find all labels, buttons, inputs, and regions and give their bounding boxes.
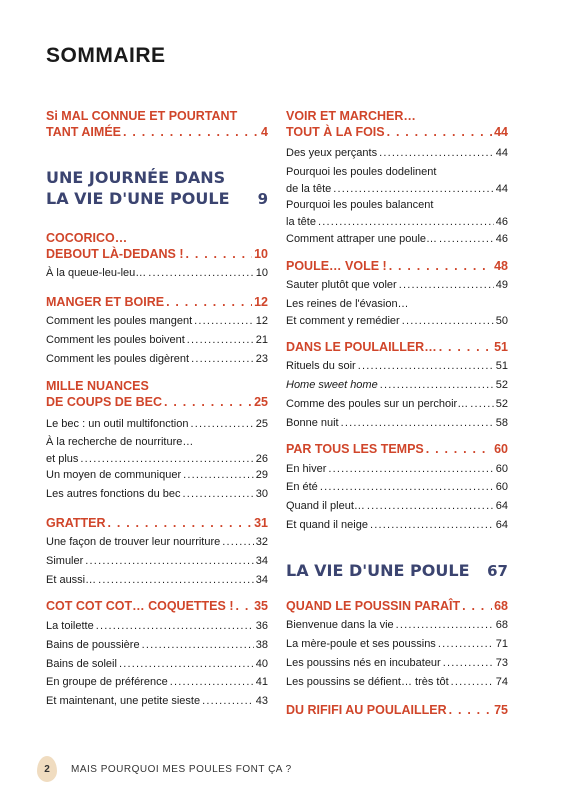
toc-page-number: 25 (254, 395, 268, 409)
toc-entry-text: Une façon de trouver leur nourriture (46, 536, 221, 548)
toc-entry-text: Bains de soleil (46, 658, 117, 670)
toc-page-number: 50 (495, 315, 508, 327)
toc-entry (286, 377, 508, 394)
dot-leader (365, 498, 494, 515)
toc-page-number: 34 (255, 574, 268, 586)
toc-page-number: 60 (495, 481, 508, 493)
toc-page-number: 67 (487, 562, 508, 580)
toc-page-number: 4 (261, 125, 268, 139)
dot-leader (192, 313, 254, 330)
toc-section-heading (286, 108, 508, 140)
toc-entry-text: En hiver (286, 463, 327, 475)
toc-section-heading (286, 598, 508, 614)
toc-entry (286, 296, 508, 330)
toc-entry (286, 479, 508, 496)
dot-leader (117, 656, 254, 673)
toc-page-number: 51 (495, 360, 508, 372)
dot-leader (78, 451, 253, 468)
toc-entry-text: POULE… VOLE ! (286, 259, 387, 273)
toc-entry-text: En groupe de préférence (46, 676, 168, 688)
toc-entry-text: DEBOUT LÀ-DEDANS ! (46, 247, 184, 261)
toc-entry-text: UNE JOURNÉE DANS (46, 168, 226, 187)
toc-section-heading (46, 515, 268, 531)
toc-section-heading (286, 702, 508, 718)
toc-page-number: 73 (495, 657, 508, 669)
toc-part-heading (46, 167, 268, 210)
toc-page-number: 49 (495, 279, 508, 291)
dot-leader (397, 277, 494, 294)
toc-entry (286, 396, 508, 413)
toc-entry-text: Rituels du soir (286, 360, 356, 372)
toc-entry-text: Le bec : un outil multifonction (46, 418, 189, 430)
toc-entry-text: LA VIE D'UNE POULE (286, 561, 470, 580)
toc-entry-text: Et maintenant, une petite sieste (46, 695, 201, 707)
toc-entry-text: DE COUPS DE BEC (46, 395, 162, 409)
toc-entry (286, 197, 508, 231)
toc-entry-text: COCORICO… (46, 231, 128, 245)
dot-leader (318, 479, 494, 496)
toc-entry-text: Quand il pleut… (286, 500, 365, 512)
toc-page-number: 34 (255, 555, 268, 567)
toc-entry-text: MANGER ET BOIRE (46, 295, 165, 309)
toc-entry (286, 461, 508, 478)
toc-entry-text: Les poussins nés en incubateur (286, 657, 441, 669)
toc-section-heading (286, 441, 508, 457)
toc-section-heading (46, 108, 268, 140)
dot-leader (449, 674, 494, 691)
toc-page-number: 75 (494, 703, 508, 717)
dot-leader (441, 655, 494, 672)
dot-leader (164, 294, 252, 310)
dot-leader (387, 258, 492, 274)
page-title: SOMMAIRE (46, 44, 166, 67)
toc-entry-text: TOUT À LA FOIS (286, 125, 385, 139)
footer-page-number: 2 (44, 763, 50, 775)
toc-entry (46, 572, 268, 589)
dot-leader (400, 313, 494, 330)
dot-leader (339, 415, 494, 432)
toc-page-number: 52 (495, 398, 508, 410)
toc-entry-text: Comme des poules sur un perchoir… (286, 398, 469, 410)
dot-leader (234, 598, 253, 614)
toc-entry-text: Et aussi… (46, 574, 97, 586)
toc-page-number: 38 (255, 639, 268, 651)
dot-leader (168, 674, 254, 691)
toc-entry-text: Comment les poules mangent (46, 315, 193, 327)
dot-leader (394, 617, 494, 634)
dot-leader (437, 231, 494, 248)
toc-page-number: 64 (495, 500, 508, 512)
toc-entry-text: Bienvenue dans la vie (286, 619, 394, 631)
toc-entry-text: Bonne nuit (286, 417, 339, 429)
toc-entry-text: Pourquoi les poules balancent (286, 199, 434, 211)
toc-entry (286, 415, 508, 432)
toc-entry (286, 498, 508, 515)
toc-entry-text: de la tête (286, 183, 332, 195)
dot-leader (437, 339, 492, 355)
toc-page-number: 68 (495, 619, 508, 631)
dot-leader (424, 441, 492, 457)
toc-page-number: 21 (255, 334, 268, 346)
toc-page-number: 60 (495, 463, 508, 475)
toc-section-heading (46, 294, 268, 310)
dot-leader (185, 332, 254, 349)
toc-entry (46, 553, 268, 570)
toc-entry-text: Home sweet home (286, 379, 378, 391)
dot-leader (377, 145, 494, 162)
toc-entry-text: Comment les poules boivent (46, 334, 185, 346)
toc-section-heading (46, 378, 268, 410)
toc-entry-text: TANT AIMÉE (46, 125, 121, 139)
dot-leader (83, 553, 253, 570)
toc-entry-text: En été (286, 481, 318, 493)
toc-entry-text: Bains de poussière (46, 639, 140, 651)
toc-entry (286, 164, 508, 198)
toc-page-number: 58 (495, 417, 508, 429)
dot-leader (326, 461, 493, 478)
dot-leader (181, 467, 254, 484)
toc-entry-text: Un moyen de communiquer (46, 469, 182, 481)
toc-entry-text: la tête (286, 216, 316, 228)
toc-section-heading (286, 258, 508, 274)
dot-leader (146, 265, 253, 282)
dot-leader (181, 486, 254, 503)
toc-section-heading (46, 598, 268, 614)
toc-entry (46, 486, 268, 503)
toc-entry-text: La toilette (46, 620, 94, 632)
dot-leader (436, 636, 494, 653)
toc-entry (46, 674, 268, 691)
toc-entry (46, 416, 268, 433)
toc-entry-text: Des yeux perçants (286, 147, 378, 159)
toc-entry (46, 693, 268, 710)
toc-entry (46, 434, 268, 468)
toc-entry (286, 358, 508, 375)
toc-page-number: 46 (495, 233, 508, 245)
dot-leader (200, 693, 254, 710)
dot-leader (385, 124, 492, 140)
toc-page-number: 35 (254, 599, 268, 613)
toc-entry-text: Comment attraper une poule… (286, 233, 438, 245)
toc-entry (46, 265, 268, 282)
toc-page-number: 30 (255, 488, 268, 500)
toc-page-number: 40 (255, 658, 268, 670)
dot-leader (121, 124, 259, 140)
toc-entry (46, 637, 268, 654)
toc-page-number: 41 (255, 676, 268, 688)
toc-page-number: 48 (494, 259, 508, 273)
toc-entry-text: DANS LE POULAILLER… (286, 340, 437, 354)
toc-entry-text: MILLE NUANCES (46, 379, 149, 393)
dot-leader (189, 351, 254, 368)
toc-page-number: 71 (495, 638, 508, 650)
toc-page-number: 32 (255, 536, 268, 548)
toc-page-number: 10 (254, 247, 268, 261)
dot-leader (378, 377, 494, 394)
toc-page-number: 29 (255, 469, 268, 481)
toc-page-number: 12 (255, 315, 268, 327)
toc-entry-text: Les autres fonctions du bec (46, 488, 181, 500)
toc-page-number: 23 (255, 353, 268, 365)
toc-entry-text: Sauter plutôt que voler (286, 279, 397, 291)
toc-entry (46, 656, 268, 673)
toc-entry-text: Simuler (46, 555, 84, 567)
toc-page-number: 44 (495, 183, 508, 195)
toc-entry-text: Les poussins se défient… très tôt (286, 676, 449, 688)
dot-leader (220, 534, 253, 551)
toc-page-number: 26 (255, 453, 268, 465)
toc-page-number: 64 (495, 519, 508, 531)
toc-entry (46, 618, 268, 635)
toc-entry (286, 617, 508, 634)
toc-section-heading (286, 339, 508, 355)
toc-entry-text: DU RIFIFI AU POULAILLER (286, 703, 447, 717)
toc-entry-text: Et quand il neige (286, 519, 368, 531)
toc-entry-text: et plus (46, 453, 79, 465)
toc-page-number: 74 (495, 676, 508, 688)
toc-entry-text: Comment les poules digèrent (46, 353, 190, 365)
toc-page-number: 51 (494, 340, 508, 354)
toc-page-number: 10 (255, 267, 268, 279)
toc-entry-text: GRATTER (46, 516, 106, 530)
footer-book-title: MAIS POURQUOI MES POULES FONT ÇA ? (71, 763, 292, 775)
toc-page-number: 9 (257, 190, 268, 208)
dot-leader (460, 598, 492, 614)
toc-part-heading (286, 560, 508, 582)
toc-entry (286, 231, 508, 248)
toc-page-number: 68 (494, 599, 508, 613)
page-number-egg (37, 756, 57, 782)
toc-entry (286, 145, 508, 162)
toc-entry (286, 674, 508, 691)
dot-leader (96, 572, 254, 589)
toc-entry-text: LA VIE D'UNE POULE (46, 189, 230, 208)
dot-leader (184, 246, 253, 262)
toc-entry-text: Les reines de l'évasion… (286, 298, 409, 310)
dot-leader (316, 214, 494, 231)
toc-section-heading (46, 230, 268, 262)
toc-entry (46, 313, 268, 330)
toc-entry-text: COT COT COT… COQUETTES ! (46, 599, 234, 613)
dot-leader (368, 517, 494, 534)
dot-leader (140, 637, 254, 654)
toc-entry-text: Et comment y remédier (286, 315, 400, 327)
toc-entry-text: VOIR ET MARCHER… (286, 109, 416, 123)
toc-page-number: 46 (495, 216, 508, 228)
toc-entry (46, 351, 268, 368)
dot-leader (331, 181, 493, 198)
toc-entry (46, 467, 268, 484)
toc-entry-text: Si MAL CONNUE ET POURTANT (46, 109, 238, 123)
toc-page-number: 31 (254, 516, 268, 530)
toc-entry-text: PAR TOUS LES TEMPS (286, 442, 424, 456)
footer (37, 756, 292, 782)
dot-leader (447, 702, 492, 718)
dot-leader (468, 396, 494, 413)
toc-page-number: 44 (494, 125, 508, 139)
dot-leader (188, 416, 253, 433)
toc-entry-text: La mère-poule et ses poussins (286, 638, 436, 650)
toc-page-number: 60 (494, 442, 508, 456)
toc-entry-text: À la recherche de nourriture… (46, 436, 194, 448)
toc-entry-text: QUAND LE POUSSIN PARAÎT (286, 599, 461, 613)
dot-leader (162, 394, 252, 410)
dot-leader (356, 358, 494, 375)
toc-entry (46, 332, 268, 349)
toc-entry-text: À la queue-leu-leu… (46, 267, 147, 279)
toc-entry (286, 636, 508, 653)
toc-entry (286, 655, 508, 672)
toc-entry (286, 517, 508, 534)
toc-page-number: 36 (255, 620, 268, 632)
toc-page-number: 52 (495, 379, 508, 391)
toc-page-number: 25 (255, 418, 268, 430)
toc-entry (46, 534, 268, 551)
toc-entry-text: Pourquoi les poules dodelinent (286, 166, 437, 178)
toc-page-number: 12 (254, 295, 268, 309)
toc-entry (286, 277, 508, 294)
toc-page-number: 44 (495, 147, 508, 159)
dot-leader (106, 515, 253, 531)
dot-leader (94, 618, 254, 635)
toc-page-number: 43 (255, 695, 268, 707)
